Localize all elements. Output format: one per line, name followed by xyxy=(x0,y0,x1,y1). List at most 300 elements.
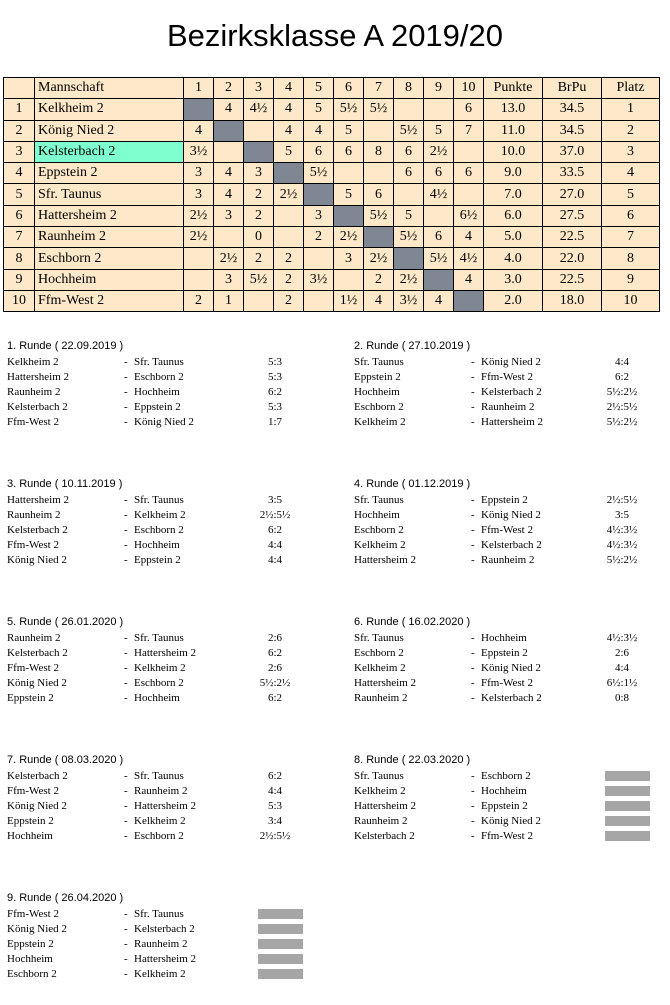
score-cell xyxy=(424,99,454,120)
away-team: Eschborn 2 xyxy=(134,371,184,383)
round-block xyxy=(7,478,327,568)
rank-number: 4 xyxy=(4,163,35,184)
game-result: 2½:5½ xyxy=(606,401,638,413)
home-team: Kelsterbach 2 xyxy=(7,647,68,659)
header-cell: 1 xyxy=(184,78,214,99)
score-cell: 4 xyxy=(214,184,244,205)
home-team: Raunheim 2 xyxy=(7,386,61,398)
away-team: Sfr. Taunus xyxy=(134,494,184,506)
away-team: Kelsterbach 2 xyxy=(481,386,542,398)
separator-dash: - xyxy=(124,923,128,935)
score-cell: 5½ xyxy=(364,99,394,120)
separator-dash: - xyxy=(124,494,128,506)
score-cell: 4 xyxy=(184,120,214,141)
place-cell: 2 xyxy=(602,120,660,141)
separator-dash: - xyxy=(471,539,475,551)
home-team: Hattersheim 2 xyxy=(7,371,70,383)
away-team: Hattersheim 2 xyxy=(481,416,544,428)
game-row xyxy=(7,784,327,799)
score-cell: 2½ xyxy=(184,205,214,226)
header-cell: 5 xyxy=(304,78,334,99)
home-team: Kelsterbach 2 xyxy=(354,830,415,842)
score-cell: 5 xyxy=(424,120,454,141)
home-team: Hattersheim 2 xyxy=(354,677,417,689)
game-result: 4:4 xyxy=(267,539,283,551)
away-team: Ffm-West 2 xyxy=(481,371,533,383)
home-team: Kelkheim 2 xyxy=(354,785,406,797)
game-result: 4:4 xyxy=(267,785,283,797)
rank-number: 1 xyxy=(4,99,35,120)
separator-dash: - xyxy=(471,647,475,659)
score-cell: 4½ xyxy=(244,99,274,120)
away-team: Hochheim xyxy=(134,386,180,398)
game-row xyxy=(7,799,327,814)
table-row xyxy=(4,227,660,248)
away-team: Eschborn 2 xyxy=(134,524,184,536)
game-row xyxy=(7,523,327,538)
game-result: 6:2 xyxy=(267,524,283,536)
score-cell xyxy=(394,99,424,120)
header-cell: BrPu xyxy=(543,78,602,99)
score-cell: 3½ xyxy=(394,290,424,311)
score-cell: 5½ xyxy=(394,227,424,248)
table-row xyxy=(4,99,660,120)
round-title: 1. Runde ( 22.09.2019 ) xyxy=(7,340,124,352)
game-row xyxy=(7,646,327,661)
place-cell: 4 xyxy=(602,163,660,184)
game-row xyxy=(7,952,327,967)
separator-dash: - xyxy=(471,401,475,413)
game-row xyxy=(354,676,670,691)
place-cell: 6 xyxy=(602,205,660,226)
game-row xyxy=(7,553,327,568)
table-row xyxy=(4,163,660,184)
round-title: 5. Runde ( 26.01.2020 ) xyxy=(7,616,124,628)
score-cell: 3½ xyxy=(304,269,334,290)
score-cell: 3 xyxy=(184,184,214,205)
team-name: Kelsterbach 2 xyxy=(35,141,184,162)
away-team: Hattersheim 2 xyxy=(134,647,197,659)
points-cell: 5.0 xyxy=(484,227,543,248)
score-cell: 6 xyxy=(424,163,454,184)
separator-dash: - xyxy=(471,494,475,506)
score-cell xyxy=(334,269,364,290)
header-cell: 9 xyxy=(424,78,454,99)
game-row xyxy=(354,661,670,676)
separator-dash: - xyxy=(124,509,128,521)
score-cell: 2 xyxy=(274,290,304,311)
board-points-cell: 18.0 xyxy=(543,290,602,311)
game-result: 5:3 xyxy=(267,371,283,383)
table-row xyxy=(4,205,660,226)
rank-number: 9 xyxy=(4,269,35,290)
separator-dash: - xyxy=(471,632,475,644)
separator-dash: - xyxy=(124,662,128,674)
points-cell: 2.0 xyxy=(484,290,543,311)
pending-result-bar xyxy=(605,831,650,841)
score-cell: 2 xyxy=(274,269,304,290)
home-team: Raunheim 2 xyxy=(354,815,408,827)
score-cell xyxy=(244,120,274,141)
away-team: König Nied 2 xyxy=(481,662,541,674)
game-result: 4½:3½ xyxy=(606,539,638,551)
score-cell: 4½ xyxy=(424,184,454,205)
separator-dash: - xyxy=(471,677,475,689)
score-cell: 5½ xyxy=(364,205,394,226)
score-cell: 1 xyxy=(214,290,244,311)
home-team: König Nied 2 xyxy=(7,554,67,566)
home-team: Hochheim xyxy=(7,953,53,965)
score-cell: 2½ xyxy=(394,269,424,290)
game-result: 6:2 xyxy=(267,692,283,704)
home-team: Ffm-West 2 xyxy=(7,908,59,920)
away-team: Eschborn 2 xyxy=(134,830,184,842)
score-cell xyxy=(364,163,394,184)
home-team: König Nied 2 xyxy=(7,677,67,689)
score-cell: 4 xyxy=(274,120,304,141)
away-team: Hattersheim 2 xyxy=(134,953,197,965)
home-team: Eppstein 2 xyxy=(7,815,54,827)
separator-dash: - xyxy=(124,647,128,659)
away-team: Kelsterbach 2 xyxy=(134,923,195,935)
header-cell: 3 xyxy=(244,78,274,99)
board-points-cell: 22.5 xyxy=(543,227,602,248)
score-cell: 2 xyxy=(244,205,274,226)
score-cell xyxy=(244,290,274,311)
away-team: Eschborn 2 xyxy=(481,770,531,782)
score-cell xyxy=(274,227,304,248)
place-cell: 1 xyxy=(602,99,660,120)
game-result: 0:8 xyxy=(614,692,630,704)
game-result: 2½:5½ xyxy=(259,830,291,842)
score-cell: 2½ xyxy=(334,227,364,248)
diagonal-cell xyxy=(394,248,424,269)
away-team: Sfr. Taunus xyxy=(134,770,184,782)
game-row xyxy=(7,814,327,829)
score-cell: 3 xyxy=(334,248,364,269)
game-result: 3:5 xyxy=(267,494,283,506)
score-cell: 3 xyxy=(304,205,334,226)
score-cell: 3 xyxy=(214,269,244,290)
home-team: Sfr. Taunus xyxy=(354,632,404,644)
pending-result-bar xyxy=(258,939,303,949)
score-cell: 2 xyxy=(364,269,394,290)
team-name: Hochheim xyxy=(35,269,184,290)
game-result: 6:2 xyxy=(267,386,283,398)
game-row xyxy=(354,829,670,844)
diagonal-cell xyxy=(364,227,394,248)
score-cell xyxy=(184,269,214,290)
game-row xyxy=(354,646,670,661)
game-result: 5½:2½ xyxy=(259,677,291,689)
diagonal-cell xyxy=(424,269,454,290)
game-result: 5:3 xyxy=(267,800,283,812)
game-row xyxy=(354,400,670,415)
board-points-cell: 27.0 xyxy=(543,184,602,205)
score-cell xyxy=(304,248,334,269)
away-team: Kelsterbach 2 xyxy=(481,539,542,551)
header-cell xyxy=(4,78,35,99)
home-team: Kelkheim 2 xyxy=(354,416,406,428)
score-cell: 5 xyxy=(304,99,334,120)
game-result: 3:4 xyxy=(267,815,283,827)
home-team: Kelkheim 2 xyxy=(354,539,406,551)
game-result: 5½:2½ xyxy=(606,416,638,428)
game-row xyxy=(354,370,670,385)
separator-dash: - xyxy=(471,554,475,566)
round-block xyxy=(7,616,327,706)
team-name: Raunheim 2 xyxy=(35,227,184,248)
score-cell: 6 xyxy=(334,141,364,162)
separator-dash: - xyxy=(124,800,128,812)
table-row xyxy=(4,184,660,205)
header-cell: 6 xyxy=(334,78,364,99)
game-result: 4½:3½ xyxy=(606,524,638,536)
game-row xyxy=(7,355,327,370)
home-team: König Nied 2 xyxy=(7,923,67,935)
away-team: Eppstein 2 xyxy=(134,401,181,413)
home-team: Hattersheim 2 xyxy=(354,554,417,566)
game-row xyxy=(7,937,327,952)
game-row xyxy=(354,493,670,508)
header-cell: 10 xyxy=(454,78,484,99)
score-cell: 5 xyxy=(334,184,364,205)
score-cell: 2½ xyxy=(214,248,244,269)
round-title: 7. Runde ( 08.03.2020 ) xyxy=(7,754,124,766)
game-result: 5:3 xyxy=(267,401,283,413)
home-team: Kelsterbach 2 xyxy=(7,401,68,413)
game-result: 4:4 xyxy=(614,356,630,368)
separator-dash: - xyxy=(124,632,128,644)
score-cell: 2 xyxy=(304,227,334,248)
score-cell: 3½ xyxy=(184,141,214,162)
game-row xyxy=(354,553,670,568)
score-cell: 2 xyxy=(184,290,214,311)
separator-dash: - xyxy=(471,815,475,827)
game-row xyxy=(7,370,327,385)
board-points-cell: 22.5 xyxy=(543,269,602,290)
score-cell xyxy=(274,205,304,226)
separator-dash: - xyxy=(124,416,128,428)
separator-dash: - xyxy=(124,692,128,704)
board-points-cell: 37.0 xyxy=(543,141,602,162)
game-row xyxy=(7,829,327,844)
game-result: 2½:5½ xyxy=(606,494,638,506)
rank-number: 10 xyxy=(4,290,35,311)
score-cell: 2½ xyxy=(424,141,454,162)
separator-dash: - xyxy=(471,800,475,812)
pending-result-bar xyxy=(605,771,650,781)
round-block xyxy=(354,478,670,568)
points-cell: 9.0 xyxy=(484,163,543,184)
pending-result-bar xyxy=(605,786,650,796)
game-row xyxy=(7,922,327,937)
board-points-cell: 27.5 xyxy=(543,205,602,226)
separator-dash: - xyxy=(471,386,475,398)
score-cell: 8 xyxy=(364,141,394,162)
game-row xyxy=(7,661,327,676)
home-team: Hattersheim 2 xyxy=(7,494,70,506)
place-cell: 7 xyxy=(602,227,660,248)
away-team: König Nied 2 xyxy=(134,416,194,428)
home-team: Eschborn 2 xyxy=(354,401,404,413)
away-team: Sfr. Taunus xyxy=(134,356,184,368)
team-name: Eschborn 2 xyxy=(35,248,184,269)
separator-dash: - xyxy=(124,539,128,551)
game-result: 1:7 xyxy=(267,416,283,428)
points-cell: 10.0 xyxy=(484,141,543,162)
away-team: König Nied 2 xyxy=(481,509,541,521)
separator-dash: - xyxy=(471,509,475,521)
home-team: Sfr. Taunus xyxy=(354,356,404,368)
game-row xyxy=(7,493,327,508)
away-team: König Nied 2 xyxy=(481,815,541,827)
round-block xyxy=(354,754,670,844)
score-cell: 6 xyxy=(394,141,424,162)
round-title: 9. Runde ( 26.04.2020 ) xyxy=(7,892,124,904)
score-cell: 6 xyxy=(304,141,334,162)
round-block xyxy=(354,616,670,706)
home-team: Hochheim xyxy=(354,509,400,521)
away-team: Kelsterbach 2 xyxy=(481,692,542,704)
score-cell: 3 xyxy=(184,163,214,184)
score-cell: 1½ xyxy=(334,290,364,311)
rank-number: 8 xyxy=(4,248,35,269)
home-team: König Nied 2 xyxy=(7,800,67,812)
game-row xyxy=(7,400,327,415)
team-name: König Nied 2 xyxy=(35,120,184,141)
game-result: 4½:3½ xyxy=(606,632,638,644)
game-row xyxy=(354,415,670,430)
separator-dash: - xyxy=(471,416,475,428)
rank-number: 5 xyxy=(4,184,35,205)
away-team: Hochheim xyxy=(134,539,180,551)
round-block xyxy=(7,340,327,430)
home-team: Raunheim 2 xyxy=(7,632,61,644)
score-cell: 5½ xyxy=(394,120,424,141)
separator-dash: - xyxy=(124,770,128,782)
score-cell: 6½ xyxy=(454,205,484,226)
points-cell: 11.0 xyxy=(484,120,543,141)
pending-result-bar xyxy=(605,816,650,826)
game-row xyxy=(7,691,327,706)
score-cell: 2½ xyxy=(364,248,394,269)
game-row xyxy=(7,769,327,784)
round-title: 3. Runde ( 10.11.2019 ) xyxy=(7,478,123,490)
game-row xyxy=(7,538,327,553)
separator-dash: - xyxy=(124,677,128,689)
separator-dash: - xyxy=(471,371,475,383)
home-team: Kelsterbach 2 xyxy=(7,524,68,536)
home-team: Eschborn 2 xyxy=(354,647,404,659)
score-cell: 3 xyxy=(244,163,274,184)
score-cell xyxy=(364,120,394,141)
home-team: Eschborn 2 xyxy=(354,524,404,536)
diagonal-cell xyxy=(304,184,334,205)
header-cell: Platz xyxy=(602,78,660,99)
away-team: Kelkheim 2 xyxy=(134,968,186,980)
separator-dash: - xyxy=(124,830,128,842)
score-cell: 7 xyxy=(454,120,484,141)
game-row xyxy=(354,355,670,370)
page-title: Bezirksklasse A 2019/20 xyxy=(166,18,504,53)
game-row xyxy=(354,538,670,553)
home-team: Sfr. Taunus xyxy=(354,494,404,506)
board-points-cell: 34.5 xyxy=(543,99,602,120)
place-cell: 5 xyxy=(602,184,660,205)
table-row xyxy=(4,290,660,311)
home-team: Eppstein 2 xyxy=(354,371,401,383)
score-cell xyxy=(214,141,244,162)
home-team: Hattersheim 2 xyxy=(354,800,417,812)
rank-number: 3 xyxy=(4,141,35,162)
pending-result-bar xyxy=(258,909,303,919)
score-cell: 2½ xyxy=(274,184,304,205)
game-result: 5½:2½ xyxy=(606,554,638,566)
score-cell: 4½ xyxy=(454,248,484,269)
diagonal-cell xyxy=(214,120,244,141)
game-row xyxy=(7,631,327,646)
game-row xyxy=(7,508,327,523)
away-team: Kelkheim 2 xyxy=(134,509,186,521)
home-team: Kelsterbach 2 xyxy=(7,770,68,782)
game-result: 6:2 xyxy=(614,371,630,383)
score-cell: 4 xyxy=(214,163,244,184)
points-cell: 13.0 xyxy=(484,99,543,120)
separator-dash: - xyxy=(124,968,128,980)
score-cell: 5½ xyxy=(334,99,364,120)
home-team: Ffm-West 2 xyxy=(7,416,59,428)
away-team: Eppstein 2 xyxy=(134,554,181,566)
points-cell: 6.0 xyxy=(484,205,543,226)
pending-result-bar xyxy=(258,954,303,964)
separator-dash: - xyxy=(471,356,475,368)
place-cell: 8 xyxy=(602,248,660,269)
score-cell: 5½ xyxy=(244,269,274,290)
separator-dash: - xyxy=(471,770,475,782)
separator-dash: - xyxy=(471,830,475,842)
pending-result-bar xyxy=(605,801,650,811)
score-cell: 5 xyxy=(274,141,304,162)
points-cell: 7.0 xyxy=(484,184,543,205)
score-cell: 4 xyxy=(304,120,334,141)
home-team: Ffm-West 2 xyxy=(7,539,59,551)
pending-result-bar xyxy=(258,924,303,934)
score-cell: 6 xyxy=(394,163,424,184)
rank-number: 2 xyxy=(4,120,35,141)
separator-dash: - xyxy=(471,692,475,704)
rank-number: 7 xyxy=(4,227,35,248)
score-cell: 5½ xyxy=(304,163,334,184)
board-points-cell: 33.5 xyxy=(543,163,602,184)
separator-dash: - xyxy=(124,554,128,566)
away-team: Raunheim 2 xyxy=(481,554,535,566)
score-cell: 4 xyxy=(274,99,304,120)
away-team: Kelkheim 2 xyxy=(134,662,186,674)
game-result: 6:2 xyxy=(267,770,283,782)
home-team: Hochheim xyxy=(354,386,400,398)
home-team: Kelkheim 2 xyxy=(7,356,59,368)
round-title: 6. Runde ( 16.02.2020 ) xyxy=(354,616,471,628)
place-cell: 3 xyxy=(602,141,660,162)
score-cell: 3 xyxy=(214,205,244,226)
away-team: Ffm-West 2 xyxy=(481,524,533,536)
score-cell xyxy=(184,248,214,269)
score-cell xyxy=(394,184,424,205)
place-cell: 10 xyxy=(602,290,660,311)
game-row xyxy=(354,769,670,784)
away-team: Eschborn 2 xyxy=(134,677,184,689)
